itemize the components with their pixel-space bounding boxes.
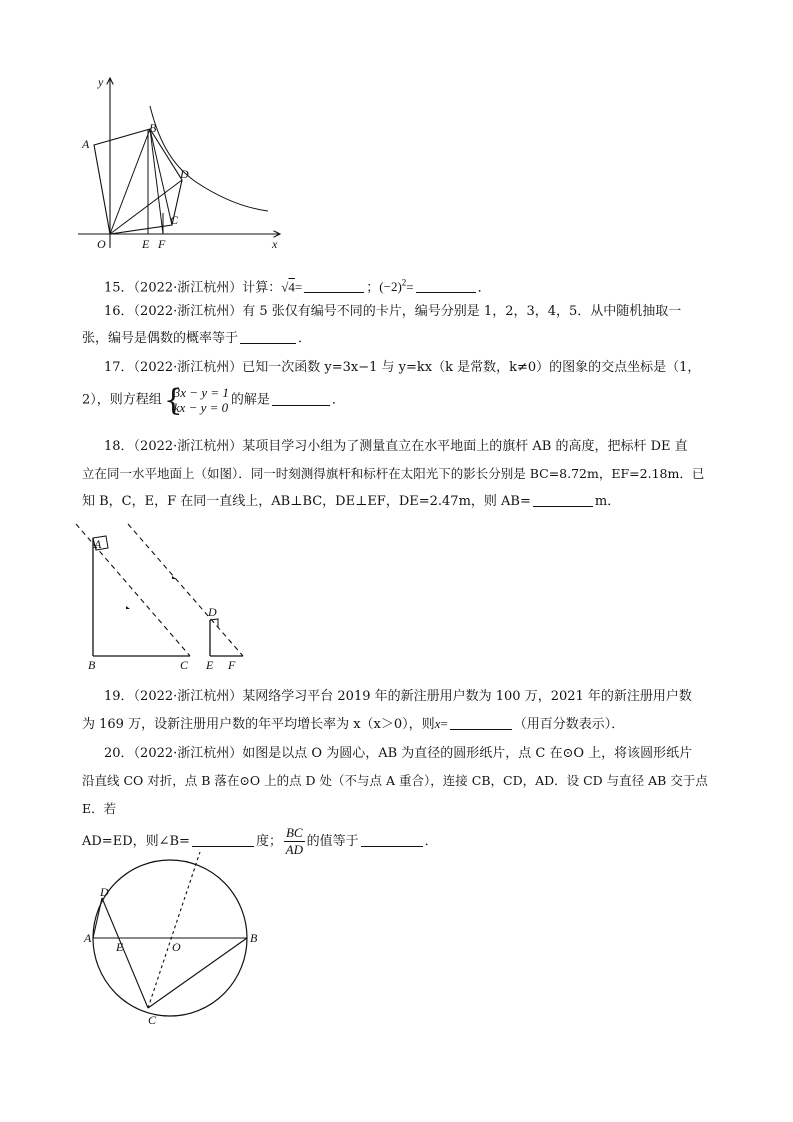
label-O: O — [97, 237, 106, 251]
label-E: E — [142, 237, 150, 251]
power-expression: $(-2)^2$ — [379, 278, 407, 295]
question-20 — [82, 740, 722, 858]
question-source: （2022·浙江杭州） — [133, 360, 243, 375]
question-15 — [82, 270, 722, 301]
answer-blank[interactable] — [533, 492, 593, 507]
answer-blank[interactable] — [416, 278, 476, 293]
label-F: F — [158, 237, 166, 251]
separator: ； — [366, 280, 380, 296]
label-y: y — [98, 75, 104, 89]
answer-blank[interactable] — [361, 832, 423, 847]
question-18 — [82, 433, 722, 515]
answer-blank[interactable] — [192, 832, 254, 847]
equals: = — [440, 716, 448, 731]
answer-blank[interactable] — [240, 329, 296, 344]
label-D: D — [180, 167, 189, 181]
question-text: 张，编号是偶数的概率等于 — [82, 331, 239, 346]
sqrt-expression: √4 — [281, 279, 295, 295]
label-B: B — [149, 121, 157, 135]
question-text: 立在同一水平地面上（如图）．同一时刻测得旗杆和标杆在太阳光下的影长分别是 BC=8.72m，EF=2.18m．已 — [82, 466, 705, 481]
figure-flagpole-shadow — [68, 522, 258, 672]
question-text: 如图是以点 O 为圆心，AB 为直径的圆形纸片，点 C 在⊙O 上，将该圆形纸片 — [242, 746, 693, 761]
question-text: 某项目学习小组为了测量直立在水平地面上的旗杆 AB 的高度，把标杆 DE 直 — [242, 439, 688, 454]
question-source: （2022·浙江杭州） — [133, 746, 243, 761]
question-text: 有 5 张仅有编号不同的卡片，编号分别是 1，2，3，4，5．从中随机抽取一 — [242, 304, 682, 319]
answer-blank[interactable] — [304, 278, 364, 293]
question-text: 度； — [255, 834, 282, 849]
question-text: 计算： — [242, 280, 282, 296]
equals: = — [406, 279, 414, 295]
question-text: 知 B，C，E，F 在同一直线上，AB⊥BC，DE⊥EF，DE=2.47m，则 AB= — [82, 494, 531, 509]
label-F: F — [228, 658, 236, 672]
label-D: D — [100, 885, 109, 899]
equals: = — [294, 279, 303, 295]
question-text: 2），则方程组 — [82, 392, 162, 408]
question-text: 某网络学习平台 2019 年的新注册用户数为 100 万，2021 年的新注册用户数 — [242, 689, 692, 704]
question-text: 沿直线 CO 对折，点 B 落在⊙O 上的点 D 处（不与点 A 重合），连接 CB，CD，AD．设 CD 与直径 AB 交于点 E．若 — [82, 773, 708, 816]
label-C: C — [148, 1013, 157, 1027]
question-text: 的解是 — [230, 392, 270, 408]
period: ． — [477, 280, 491, 296]
question-text: 的值等于 — [306, 834, 359, 849]
label-B: B — [88, 658, 96, 672]
question-source: （2022·浙江杭州） — [133, 304, 243, 319]
label-E: E — [206, 658, 214, 672]
variable-x: x — [434, 716, 441, 731]
label-C: C — [170, 213, 179, 227]
label-A: A — [82, 137, 90, 151]
answer-blank[interactable] — [272, 391, 330, 406]
unit: m． — [594, 494, 621, 509]
equation-system: { 3x − y = 1 kx − y = 0 — [163, 383, 229, 418]
label-x: x — [272, 237, 278, 251]
figure-circle-fold — [78, 848, 278, 1028]
question-text: （用百分数表示）． — [513, 717, 625, 732]
figure-coordinate-diagram — [70, 68, 290, 253]
question-source: （2022·浙江杭州） — [133, 439, 243, 454]
period: ． — [298, 331, 312, 346]
label-B: B — [250, 931, 258, 945]
question-source: （2022·浙江杭州） — [133, 689, 243, 704]
question-number: 20． — [104, 746, 134, 761]
question-text: AD=ED，则∠B= — [82, 834, 190, 849]
answer-blank[interactable] — [450, 715, 512, 730]
question-source: （2022·浙江杭州） — [133, 280, 243, 296]
label-E: E — [116, 940, 124, 954]
question-number: 18． — [104, 439, 134, 454]
question-number: 19． — [104, 689, 134, 704]
question-text: 为 169 万，设新注册用户数的年平均增长率为 x（x＞0），则 — [82, 717, 435, 732]
question-17 — [82, 354, 722, 418]
label-C: C — [180, 658, 189, 672]
question-number: 15． — [104, 280, 134, 296]
question-text: 已知一次函数 y=3x−1 与 y=kx（k 是常数，k≠0）的图象的交点坐标是（1， — [242, 360, 701, 375]
period: ． — [331, 392, 345, 408]
label-D: D — [208, 605, 217, 619]
question-19 — [82, 683, 722, 738]
fraction-bc-over-ad: $\frac{BC}{AD}$ — [285, 825, 303, 857]
label-O: O — [172, 940, 181, 954]
question-16 — [82, 298, 722, 352]
question-number: 17． — [104, 360, 134, 375]
label-A: A — [94, 537, 102, 551]
period: ． — [424, 834, 438, 849]
label-A: A — [84, 931, 92, 945]
question-number: 16． — [104, 304, 134, 319]
